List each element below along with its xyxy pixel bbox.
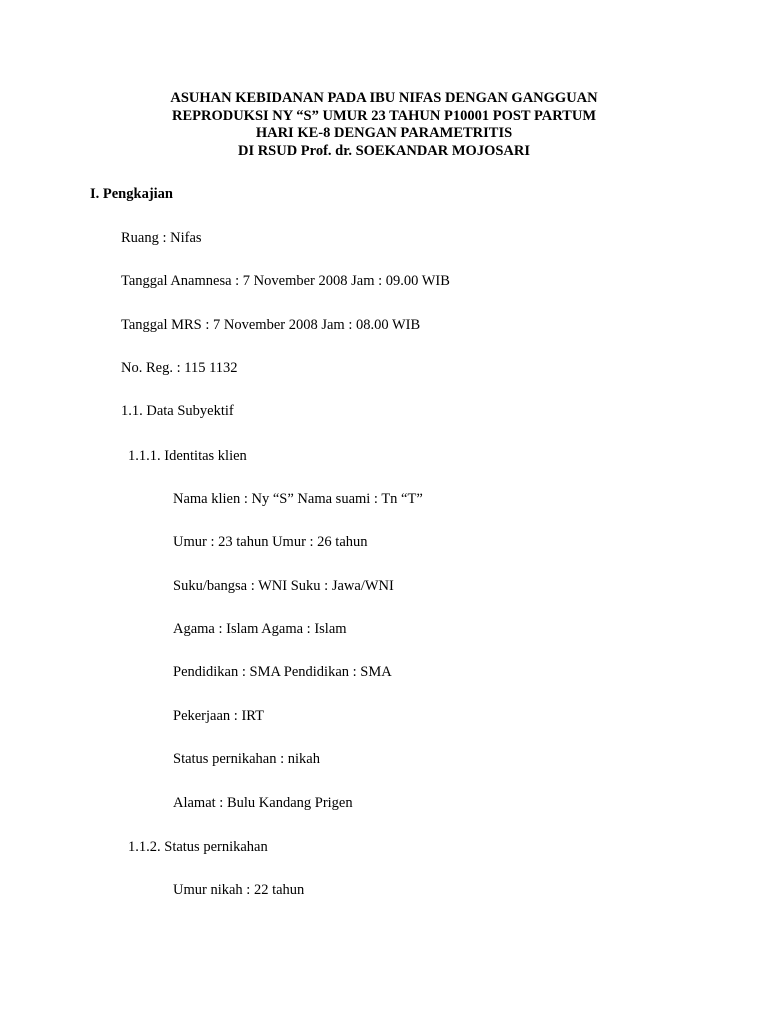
document-title <box>0 90 768 160</box>
status-pernikahan-heading: 1.1.2. Status pernikahan <box>128 839 268 855</box>
title-line-2: REPRODUKSI NY “S” UMUR 23 TAHUN P10001 POST PARTUM <box>171 107 597 124</box>
ruang-line: Ruang : Nifas <box>121 230 202 246</box>
status-pernikahan-line: Status pernikahan : nikah <box>173 751 320 767</box>
title-line-1: ASUHAN KEBIDANAN PADA IBU NIFAS DENGAN GANGGUAN <box>170 90 598 106</box>
title-line-3: HARI KE-8 DENGAN PARAMETRITIS <box>255 125 513 141</box>
section-heading-pengkajian: I. Pengkajian <box>90 186 173 202</box>
umur-nikah-line: Umur nikah : 22 tahun <box>173 882 305 898</box>
alamat-line: Alamat : Bulu Kandang Prigen <box>173 795 353 811</box>
tanggal-mrs-line: Tanggal MRS : 7 November 2008 Jam : 08.00 WIB <box>121 317 421 333</box>
identitas-klien-heading: 1.1.1. Identitas klien <box>128 448 247 464</box>
agama-line: Agama : Islam Agama : Islam <box>173 621 347 637</box>
title-line-4: DI RSUD Prof. dr. SOEKANDAR MOJOSARI <box>237 142 531 159</box>
pendidikan-line: Pendidikan : SMA Pendidikan : SMA <box>173 664 392 680</box>
tanggal-anamnesa-line: Tanggal Anamnesa : 7 November 2008 Jam : 09.00 WIB <box>121 273 450 289</box>
pekerjaan-line: Pekerjaan : IRT <box>173 708 264 724</box>
data-subyektif-heading: 1.1. Data Subyektif <box>121 403 234 419</box>
nama-klien-line: Nama klien : Ny “S” Nama suami : Tn “T” <box>173 491 423 507</box>
umur-line: Umur : 23 tahun Umur : 26 tahun <box>173 534 368 550</box>
no-reg-line: No. Reg. : 115 1132 <box>121 360 238 376</box>
suku-bangsa-line: Suku/bangsa : WNI Suku : Jawa/WNI <box>173 578 394 594</box>
